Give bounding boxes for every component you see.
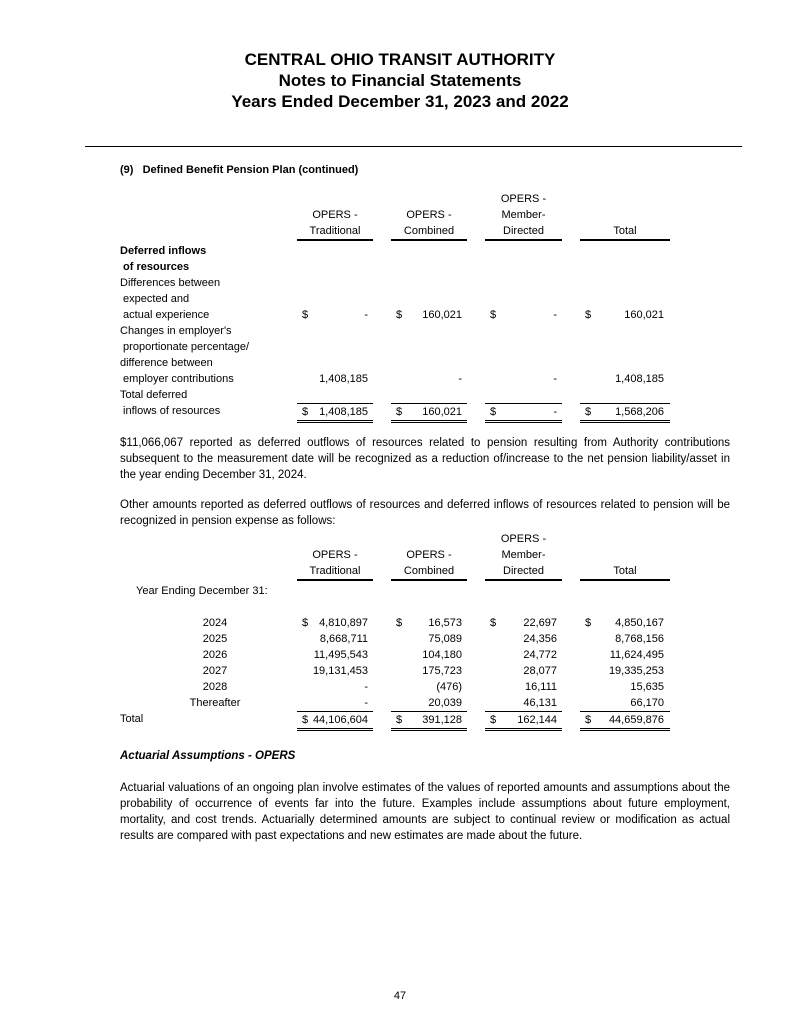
table-cell [485,631,562,647]
column-header-line [297,191,373,207]
table-row [0,711,800,727]
table-row [0,291,800,307]
cell-value: 11,624,495 [609,649,664,661]
table-cell [391,679,467,695]
cell-value: 1,408,185 [319,373,368,385]
cell-value: 160,021 [624,309,664,321]
row-label: of resources [120,261,190,273]
row-label: Total [120,713,144,725]
cell-value: 15,635 [630,681,664,693]
cell-value: 162,144 [517,714,557,726]
table-row [0,647,800,663]
table-row [0,695,800,711]
table-row [0,259,800,275]
table-cell [391,695,467,711]
cell-value: - [364,309,368,321]
currency-symbol: $ [396,406,403,418]
table-row [0,631,800,647]
row-label: 2024 [202,617,228,629]
column-header-line: Traditional [309,565,361,577]
row-label: 2027 [202,665,228,677]
table-cell [580,695,670,711]
table-cell [485,615,562,631]
table-cell [297,679,373,695]
row-label: Deferred inflows [120,245,207,257]
cell-value: 19,131,453 [312,665,368,677]
row-label: 2026 [202,649,228,661]
org-title: CENTRAL OHIO TRANSIT AUTHORITY [244,50,556,69]
table-cell [580,647,670,663]
table-cell [580,615,670,631]
table-row [0,403,800,419]
cell-value: - [364,697,368,709]
cell-value: 391,128 [422,714,462,726]
table-cell [485,647,562,663]
cell-value: - [458,373,462,385]
table-cell [391,371,467,387]
table-cell [297,371,373,387]
table-row [0,339,800,355]
page-number: 47 [393,990,407,1002]
cell-value: 46,131 [523,697,557,709]
row-label: Differences between [120,277,221,289]
cell-value: 11,495,543 [313,649,368,661]
table-cell [391,403,467,423]
cell-value: 24,772 [523,649,557,661]
column-header-line: Directed [503,565,544,577]
table-cell [297,711,373,731]
cell-value: 16,573 [428,617,462,629]
table-cell [391,711,467,731]
row-label: Thereafter [189,697,241,709]
row-label: inflows of resources [120,405,221,417]
cell-value: - [553,309,557,321]
table-row [0,371,800,387]
table-row [0,355,800,371]
column-header-line: OPERS - [500,193,547,205]
table-cell [391,647,467,663]
column-header-line: OPERS - [312,209,358,221]
currency-symbol: $ [302,309,309,321]
cell-value: 75,089 [428,633,462,645]
table-cell [485,679,562,695]
column-header-line: Total [613,565,637,577]
currency-symbol: $ [585,309,592,321]
table-row [0,307,800,323]
currency-symbol: $ [302,617,309,629]
column-header-line: Member- [501,209,546,221]
cell-value: 1,408,185 [319,406,368,418]
table-cell [297,631,373,647]
currency-symbol: $ [490,617,497,629]
table-cell [580,679,670,695]
table-cell [391,307,467,323]
cell-value: 4,850,167 [615,617,664,629]
table-cell [297,307,373,323]
table-cell [580,307,670,323]
column-header-line: OPERS - [406,549,452,561]
cell-value: 160,021 [422,309,462,321]
currency-symbol: $ [490,714,497,726]
table-cell [391,631,467,647]
column-header [580,191,670,241]
currency-symbol: $ [490,309,497,321]
table-row [0,387,800,403]
column-header [391,531,467,581]
column-header-line [391,191,467,207]
doc-period: Years Ended December 31, 2023 and 2022 [231,92,569,111]
table-cell [580,403,670,423]
cell-value: 44,659,876 [608,714,664,726]
column-header [580,531,670,581]
cell-value: - [364,681,368,693]
row-label: proportionate percentage/ [120,341,250,353]
row-label: Total deferred [120,389,188,401]
table-cell [485,307,562,323]
row-label: 2028 [202,681,228,693]
table-row [0,679,800,695]
cell-value: 1,568,206 [615,406,664,418]
column-header [485,531,562,581]
currency-symbol: $ [585,617,592,629]
table-row [0,243,800,259]
column-header-line [297,531,373,547]
table-cell [297,695,373,711]
cell-value: 160,021 [422,406,462,418]
currency-symbol: $ [585,714,592,726]
column-header-line [391,531,467,547]
table-row [0,599,800,615]
row-label: difference between [120,357,213,369]
cell-value: 28,077 [523,665,557,677]
table-cell [297,663,373,679]
table-cell [297,647,373,663]
column-header [485,191,562,241]
cell-value: 44,106,604 [312,714,368,726]
column-header-line [580,531,670,547]
table-cell [391,615,467,631]
cell-value: - [553,373,557,385]
currency-symbol: $ [396,714,403,726]
paragraph-deferred-outflows: $11,066,067 reported as deferred outflows of resources related to pension resulting from Authority contributions subsequent to the measurement date will be recognized as a reduction of/increase to the net pension liability/asset in the year ending December 31, 2024. [120,437,730,481]
column-header-line: Total [613,225,637,237]
table-row [0,323,800,339]
column-header-line: OPERS - [406,209,452,221]
column-header-line [580,191,670,207]
column-header-line: OPERS - [500,533,547,545]
column-header-line [580,207,670,223]
cell-value: (476) [436,681,462,693]
cell-value: 16,111 [524,681,557,693]
column-header-line: Combined [403,225,455,237]
cell-value: - [553,406,557,418]
table-cell [580,663,670,679]
table-cell [485,663,562,679]
cell-value: 1,408,185 [615,373,664,385]
actuarial-assumptions-heading: Actuarial Assumptions - OPERS [120,750,296,762]
currency-symbol: $ [396,309,403,321]
table-cell [485,403,562,423]
cell-value: 104,180 [422,649,462,661]
table-cell [485,711,562,731]
table-row [0,275,800,291]
cell-value: 4,810,897 [319,617,368,629]
currency-symbol: $ [490,406,497,418]
row-label: Year Ending December 31: [136,585,268,597]
table-cell [485,695,562,711]
currency-symbol: $ [302,714,309,726]
table-row [0,663,800,679]
cell-value: 22,697 [523,617,557,629]
column-header-line [580,547,670,563]
currency-symbol: $ [396,617,403,629]
column-header [297,191,373,241]
column-header-line: Member- [501,549,546,561]
currency-symbol: $ [302,406,309,418]
cell-value: 8,668,711 [319,633,368,645]
table-cell [485,371,562,387]
row-label: employer contributions [120,373,234,385]
column-header-line: Combined [403,565,455,577]
paragraph-actuarial: Actuarial valuations of an ongoing plan involve estimates of the values of reported amounts and assumptions about the probability of occurrence of events far into the future. Examples include assumptions about future employment, mortality, and cost trends. Actuarially determined amounts are subject to continual review or modification as actual results are compared with past expectations and new estimates are made about the future. [120,782,730,842]
doc-title: Notes to Financial Statements [278,71,522,90]
cell-value: 20,039 [428,697,462,709]
table-cell [297,403,373,423]
cell-value: 8,768,156 [615,633,664,645]
table-row [0,583,800,599]
column-header [391,191,467,241]
currency-symbol: $ [585,406,592,418]
column-header-line: Traditional [309,225,361,237]
table-cell [297,615,373,631]
paragraph-amortization-intro: Other amounts reported as deferred outflows of resources and deferred inflows of resources related to pension will be recognized in pension expense as follows: [120,499,730,527]
row-label: Changes in employer's [120,325,232,337]
row-label: 2025 [202,633,228,645]
cell-value: 24,356 [523,633,557,645]
table-cell [391,663,467,679]
column-header-line: Directed [503,225,544,237]
cell-value: 66,170 [630,697,664,709]
table-cell [580,631,670,647]
row-label: actual experience [120,309,210,321]
cell-value: 19,335,253 [608,665,664,677]
column-header-line: OPERS - [312,549,358,561]
table-row [0,615,800,631]
table-cell [580,711,670,731]
column-header [297,531,373,581]
section-title: (9) Defined Benefit Pension Plan (continued) [120,164,359,176]
header-divider [85,146,742,147]
table-cell [580,371,670,387]
cell-value: 175,723 [422,665,462,677]
row-label: expected and [120,293,190,305]
